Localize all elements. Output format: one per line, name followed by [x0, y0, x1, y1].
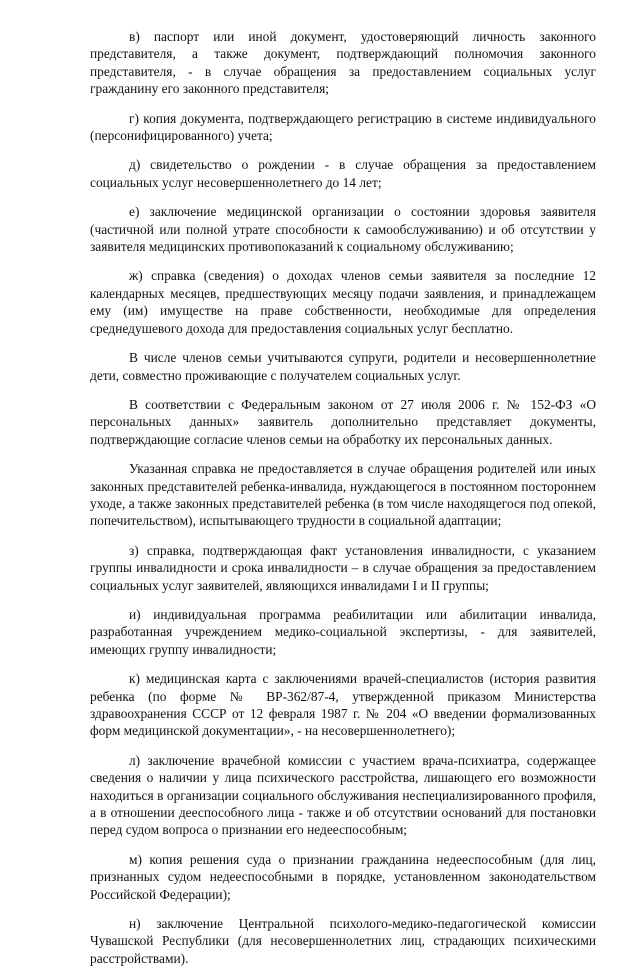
paragraph-item-zh: ж) справка (сведения) о доходах членов семьи заявителя за последние 12 календарных месяцев, предшествующих месяцу подачи заявления, и принадлежащем ему (им) имуществе на праве собственности, необходимые для определения среднедушевого дохода для предоставления социальных услуг бесплатно. [90, 268, 596, 336]
document-page [90, 28, 596, 979]
paragraph-item-m: м) копия решения суда о признании гражданина недееспособным (для лиц, признанных судом недееспособными в порядке, установленном законодательством Российской Федерации); [90, 851, 596, 902]
paragraph-item-g: г) копия документа, подтверждающего регистрацию в системе индивидуального (персонифицированного) учета; [90, 110, 596, 144]
paragraph-item-d: д) свидетельство о рождении - в случае обращения за предоставлением социальных услуг несовершеннолетнего до 14 лет; [90, 157, 596, 190]
paragraph-item-e: е) заключение медицинской организации о состоянии здоровья заявителя (частичной или полной утрате способности к самообслуживанию) и об отсутствии у заявителя медицинских противопоказаний к социальному обслуживанию; [90, 204, 596, 255]
paragraph-item-k: к) медицинская карта с заключениями врачей-специалистов (история развития ребенка (по форме № ВР-362/87-4, утвержденной приказом Министерства здравоохранения СССР от 12 февраля 1987 г. № 204 «О введении формализованных форм медицинской документации», - на несовершеннолетнего); [90, 671, 596, 739]
paragraph-item-i: и) индивидуальная программа реабилитации или абилитации инвалида, разработанная учреждением медико-социальной экспертизы, - для заявителей, имеющих группу инвалидности; [90, 606, 596, 657]
paragraph-item-v: в) паспорт или иной документ, удостоверяющий личность законного представителя, а также документ, подтверждающий полномочия законного представителя, - в случае обращения за предоставлением социальных услуг гражданину его законного представителя; [90, 29, 596, 97]
paragraph-item-l: л) заключение врачебной комиссии с участием врача-психиатра, содержащее сведения о наличии у лица психического расстройства, лишающего его возможности находиться в организации социального обслуживания неспециализированного профиля, а в отношении дееспособного лица - также и об отсутствии оснований для постановки перед судом вопроса о признании его недееспособным; [90, 752, 596, 838]
paragraph-item-n: н) заключение Центральной психолого-медико-педагогической комиссии Чувашской Республики (для несовершеннолетних лиц, страдающих психическими расстройствами). [90, 916, 596, 966]
paragraph-personal-data-law: В соответствии с Федеральным законом от 27 июля 2006 г. № 152-ФЗ «О персональных данных» заявитель дополнительно представляет документы, подтверждающие согласие членов семьи на обработку их персональных данных. [90, 396, 596, 447]
paragraph-family-members: В числе членов семьи учитываются супруги, родители и несовершеннолетние дети, совместно проживающие с получателем социальных услуг. [90, 350, 596, 383]
paragraph-certificate-exception: Указанная справка не предоставляется в случае обращения родителей или иных законных представителей ребенка-инвалида, нуждающегося в постоянном постороннем уходе, а также законных представителей ребенка (в том числе находящегося под опекой, попечительством), испытывающего трудности в социальной адаптации; [90, 461, 596, 529]
paragraph-item-z: з) справка, подтверждающая факт установления инвалидности, с указанием группы инвалидности и срока инвалидности – в случае обращения за предоставлением социальных услуг заявителей, являющихся инвалидами I и II группы; [90, 542, 596, 593]
